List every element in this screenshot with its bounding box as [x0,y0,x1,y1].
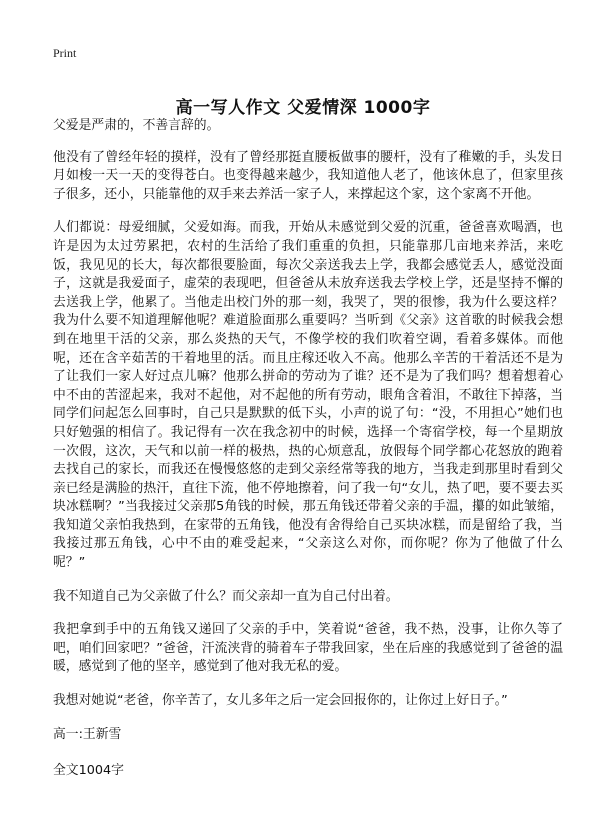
article-paragraph-4: 我不知道自己为父亲做了什么？而父亲却一直为自己付出着。 [53,588,399,604]
author-line: 高一:王新雪 [53,726,122,742]
word-count-line: 全文1004字 [53,762,124,778]
article-paragraph-6: 我想对她说“老爸，你辛苦了，女儿多年之后一定会回报你的，让你过上好日子。” [53,693,508,709]
article-paragraph-1: 父爱是严肃的，不善言辞的。 [53,118,220,133]
article-title: 高一写人作文 父爱情深 1000字 [175,98,431,119]
print-link[interactable]: Print [53,46,77,60]
article-paragraph-2: 他没有了曾经年轻的摸样，没有了曾经那挺直腰板做事的腰杆，没有了稚嫩的手，头发日月如梭一天一天的变得苍白。也变得越来越少，我知道他人老了，他该休息了，但家里孩子很多，还小，只能靠他的双手来去养活一家子人，来撑起这个家，这个家离不开他。 [53,149,563,202]
article-paragraph-5: 我把拿到手中的五角钱又递回了父亲的手中，笑着说“爸爸，我不热，没事，让你久等了吧，咱们回家吧？”爸爸，汗流浃背的骑着车子带我回家，坐在后座的我感觉到了爸爸的温暖，感觉到了他的坚辛，感觉到了他对我无私的爱。 [53,622,563,675]
article-body [53,117,563,798]
article-paragraph-3: 人们都说：母爱细腻，父爱如海。而我，开始从未感觉到父爱的沉重，爸爸喜欢喝酒，也许是因为太过劳累把，农村的生活给了我们重重的负担，只能靠那几亩地来养活，来吃饭，我见见的长大，每次都很要脸面，每次父亲送我去上学，我都会感觉丢人，感觉没面子，这就是我爱面子，虚荣的表现吧，但爸爸从未放弃送我去学校上学，还是坚持不懈的去送我上学，他累了。当他走出校门外的那一刻，我哭了，哭的很惨，我为什么要这样？我为什么要不知道理解他呢？难道脸面那么重要吗？当听到《父亲》这首歌的时候我会想到在地里干活的父亲，那么炎热的天气，不像学校的我们吹着空调，看着多媒体。而他呢，还在含辛茹苦的干着地里的活。而且庄稼还收入不高。他那么辛苦的干着活还不是为了让我们一家人好过点儿嘛？他那么拼命的劳动为了谁？还不是为了我们吗？想着想着心中不由的苦涩起来，我对不起他，对不起他的所有劳动，眼角含着泪，不敢往下掉落，当同学们问起怎么回事时，自己只是默默的低下头，小声的说了句：“没，不用担心”她们也只好勉强的相信了。我记得有一次在我念初中的时候，选择一个寄宿学校，每一个星期放一次假，这次，天气和以前一样的极热，热的心烦意乱，放假每个同学都心花怒放的跑着去找自己的家长，而我还在慢慢悠悠的走到父亲经常等我的地方，当我走到那里时看到父亲已经是满脸的热汗，直往下流，他不停地擦着，问了我一句“女儿，热了吧，要不要去买块冰糕啊？”当我接过父亲那5角钱的时候，那五角钱还带着父亲的手温，攥的如此皱缩，我知道父亲怕我热到，在家带的五角钱，他没有舍得给自己买块冰糕，而是留给了我，当我接过那五角钱，心中不由的难受起来，“父亲这么对你，而你呢？你为了他做了什么呢？” [53,220,563,571]
